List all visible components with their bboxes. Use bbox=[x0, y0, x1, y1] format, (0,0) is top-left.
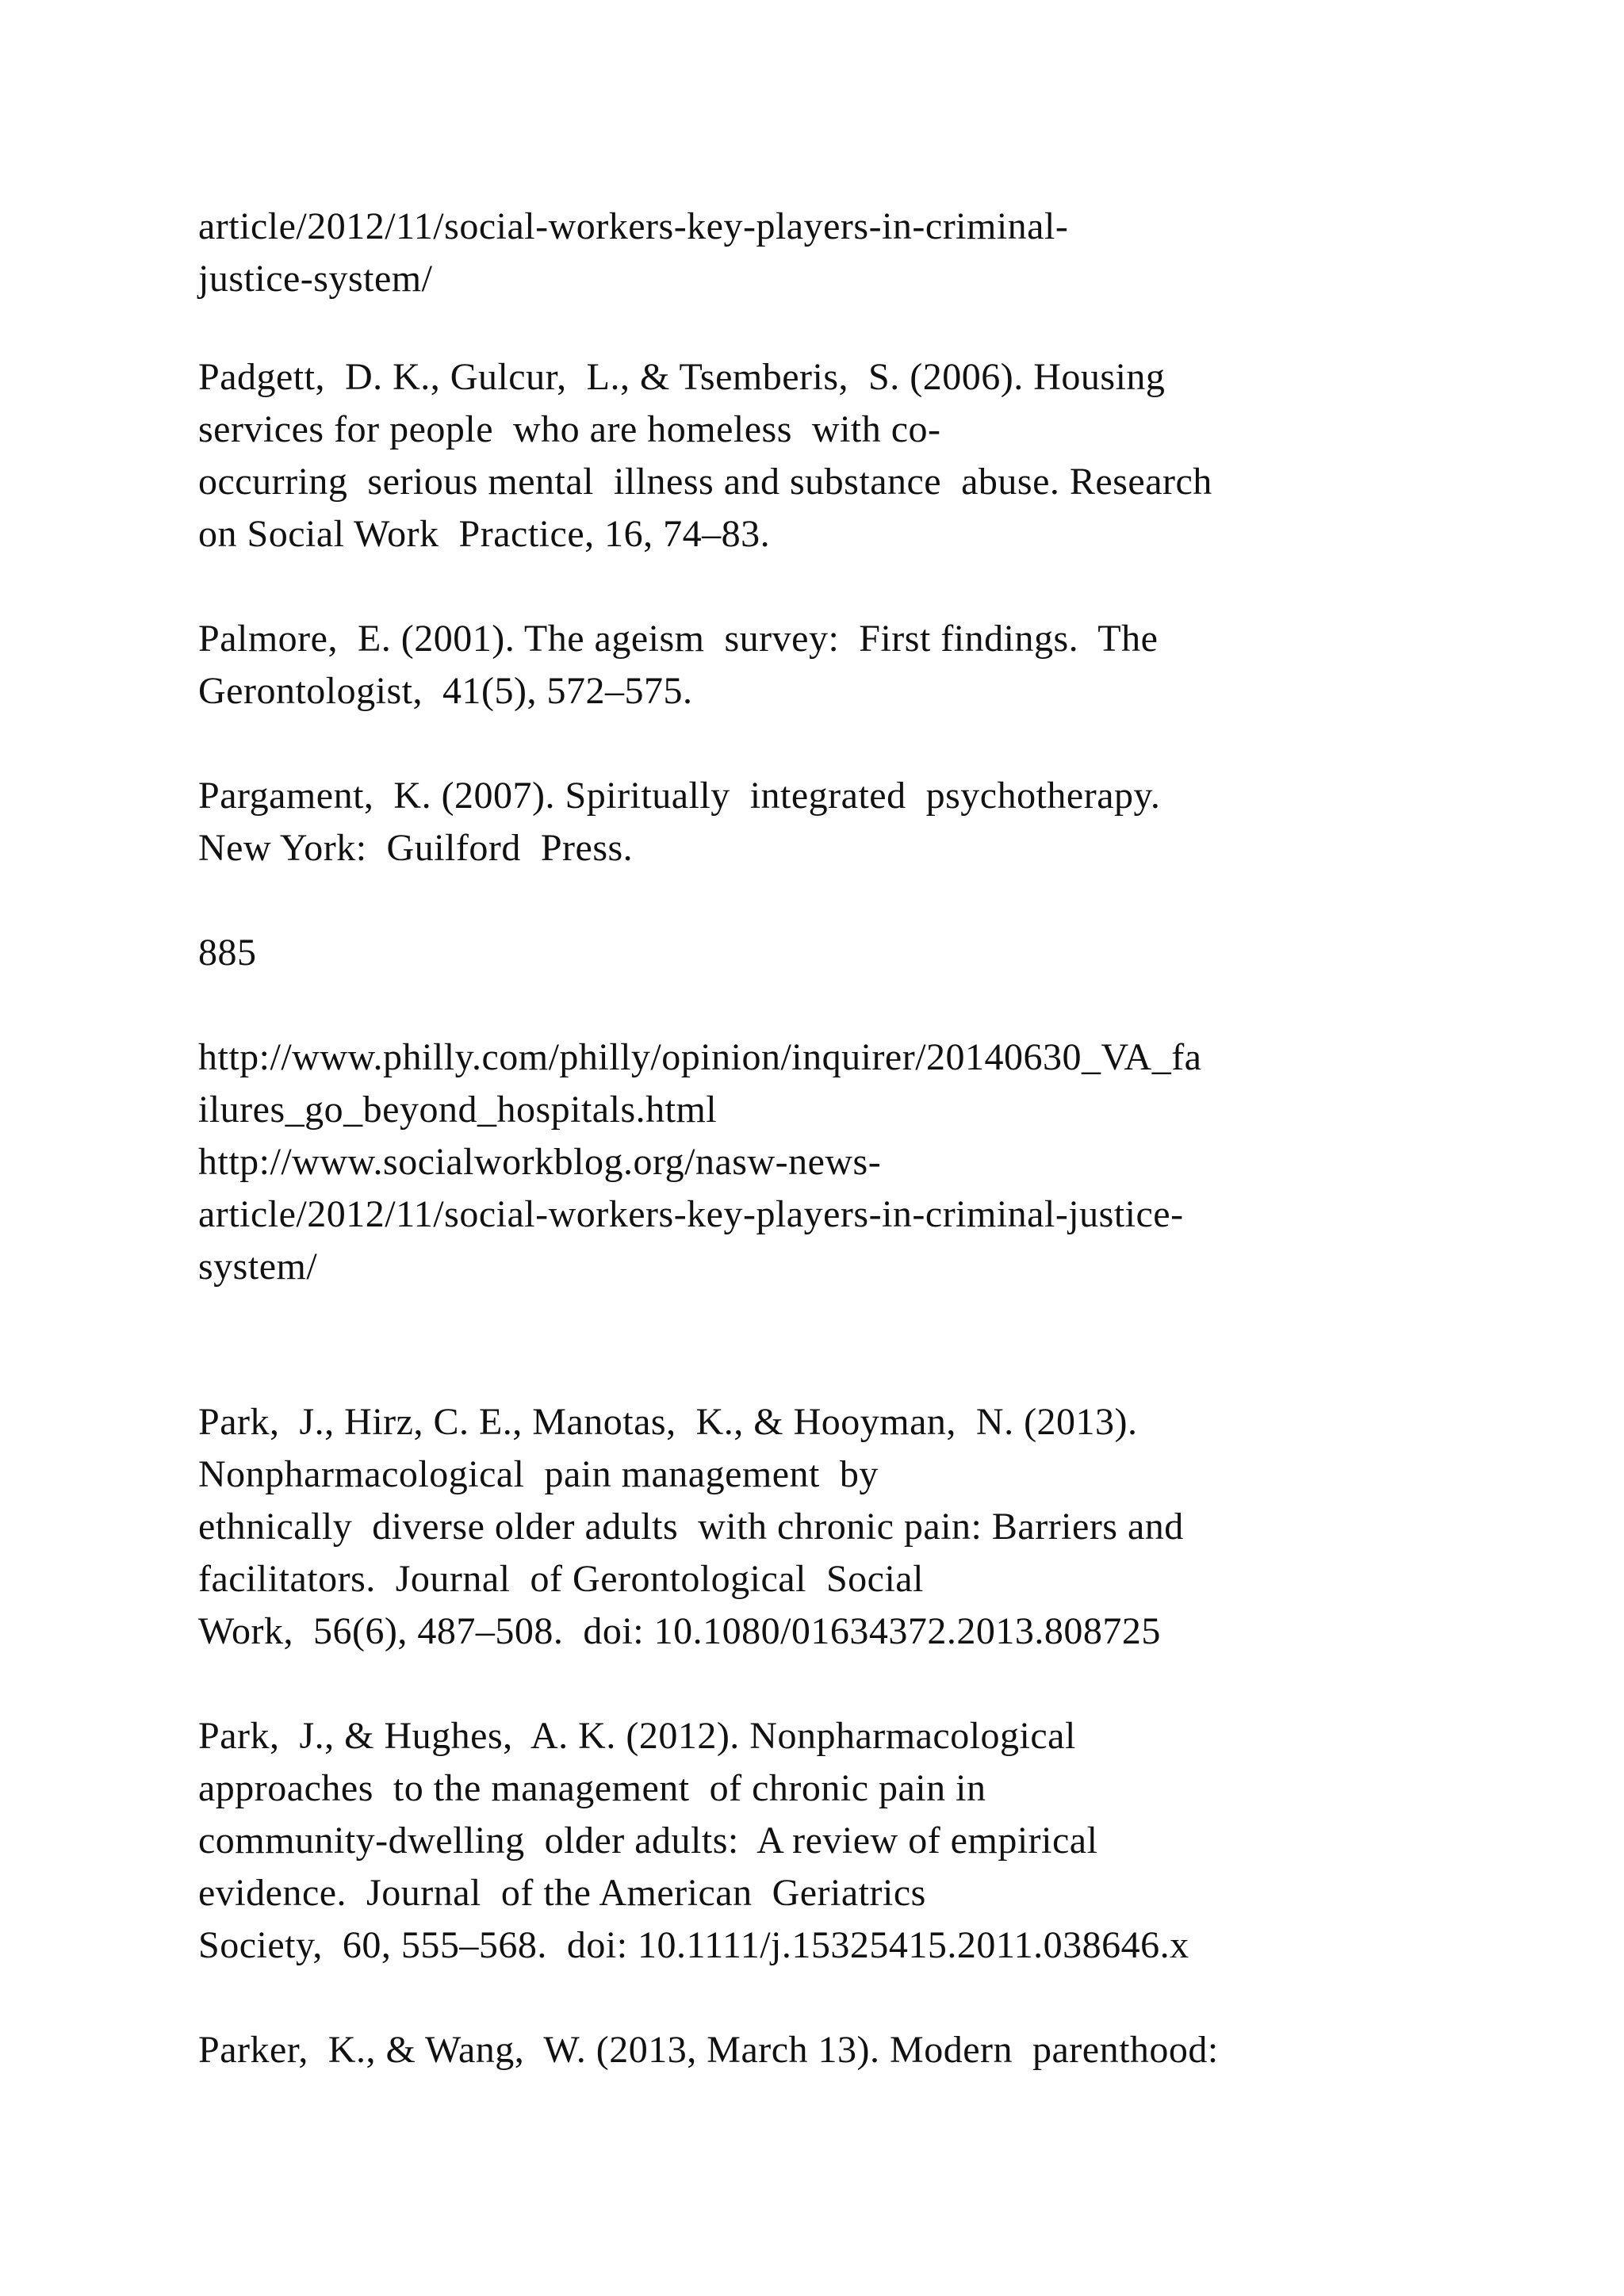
text-line: Parker, K., & Wang, W. (2013, March 13). Modern parenthood: bbox=[198, 2029, 1219, 2071]
text-line: services for people who are homeless with co- bbox=[198, 408, 941, 450]
url-line: http://www.philly.com/philly/opinion/inquirer/20140630_VA_fa bbox=[198, 1036, 1202, 1078]
text-line: Pargament, K. (2007). Spiritually integrated psychotherapy. bbox=[198, 775, 1161, 817]
text-line: ethnically diverse older adults with chronic pain: Barriers and bbox=[198, 1506, 1184, 1548]
text-line: justice-system/ bbox=[198, 258, 433, 300]
text-line: Nonpharmacological pain management by bbox=[198, 1453, 879, 1495]
text-line: occurring serious mental illness and substance abuse. Research bbox=[198, 461, 1212, 503]
text-line: Gerontologist, 41(5), 572–575. bbox=[198, 670, 693, 712]
url-line: article/2012/11/social-workers-key-players-in-criminal-justice- bbox=[198, 1193, 1184, 1235]
text-line: facilitators. Journal of Gerontological Social bbox=[198, 1558, 924, 1600]
text-line: Park, J., & Hughes, A. K. (2012). Nonpharmacological bbox=[198, 1715, 1076, 1757]
text-line: New York: Guilford Press. bbox=[198, 827, 634, 869]
page-number: 885 bbox=[198, 932, 257, 974]
text-line: article/2012/11/social-workers-key-players-in-criminal- bbox=[198, 205, 1069, 247]
text-line: Padgett, D. K., Gulcur, L., & Tsemberis, S. (2006). Housing bbox=[198, 356, 1166, 398]
text-line: Society, 60, 555–568. doi: 10.1111/j.15325415.2011.038646.x bbox=[198, 1924, 1189, 1966]
url-line: system/ bbox=[198, 1246, 318, 1288]
text-line: community-dwelling older adults: A review of empirical bbox=[198, 1820, 1098, 1862]
text-line: on Social Work Practice, 16, 74–83. bbox=[198, 513, 771, 555]
text-line: Park, J., Hirz, C. E., Manotas, K., & Hooyman, N. (2013). bbox=[198, 1401, 1138, 1443]
text-line: evidence. Journal of the American Geriatrics bbox=[198, 1872, 926, 1914]
url-line: http://www.socialworkblog.org/nasw-news- bbox=[198, 1141, 882, 1183]
text-line: Work, 56(6), 487–508. doi: 10.1080/01634372.2013.808725 bbox=[198, 1610, 1161, 1652]
text-line: approaches to the management of chronic pain in bbox=[198, 1767, 986, 1809]
text-line: Palmore, E. (2001). The ageism survey: First findings. The bbox=[198, 618, 1159, 660]
url-line: ilures_go_beyond_hospitals.html bbox=[198, 1089, 718, 1131]
